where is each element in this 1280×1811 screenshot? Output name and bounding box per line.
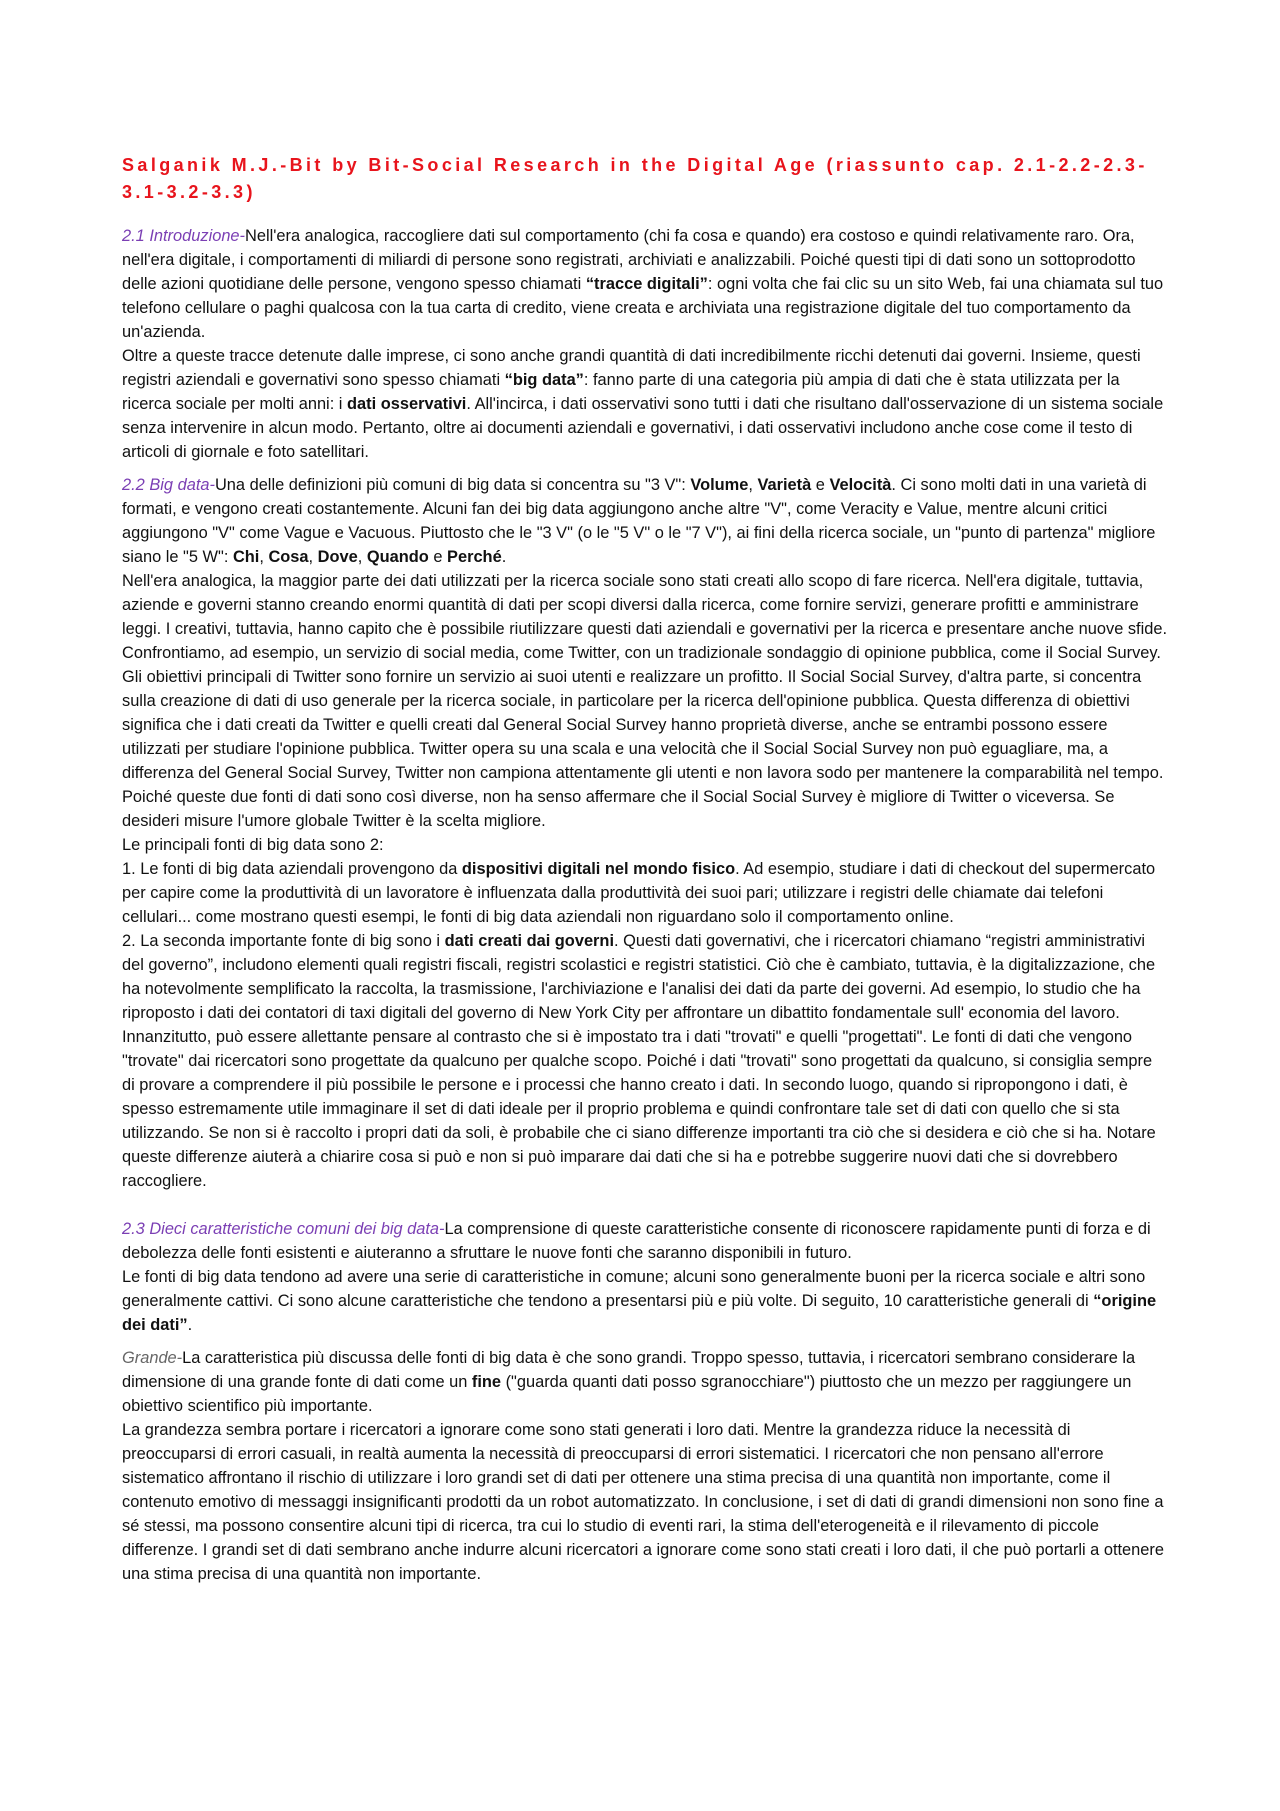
text: ("guarda quanti dati posso sgranocchiare") piuttosto che un mezzo per raggiungere un obiettivo scientifico più importante. <box>122 1373 1132 1415</box>
text: Nell'era analogica, raccogliere dati sul comportamento (chi fa cosa e quando) era costoso e quindi relativamente raro. Ora, nell'era digitale, i comportamenti di miliardi di persone sono registrati, archiviati e analizzabili. Poiché questi tipi di dati sono un sottoprodotto delle azioni quotidiane delle persone, vengono spesso chiamati <box>122 227 1136 293</box>
paragraph: Le principali fonti di big data sono 2: <box>122 836 384 854</box>
bold-term: “origine dei dati” <box>122 1292 1157 1334</box>
text: . Ad esempio, studiare i dati di checkout del supermercato per capire come la produttività di un lavoratore è influenzata dalla produttività dei suoi pari; utilizzare i registri delle chiamate dai telefoni cellulari... come mostrano questi esempi, le fonti di big data aziendali non riguardano solo il comportamento online. <box>122 860 1156 926</box>
bold-term: Varietà <box>757 476 812 494</box>
bold-term: Volume <box>690 476 749 494</box>
section-2-2 <box>122 473 1168 1193</box>
bold-term: dati osservativi <box>347 395 467 413</box>
bold-term: “tracce digitali” <box>585 275 708 293</box>
text: , <box>259 548 269 566</box>
text: , <box>357 548 367 566</box>
paragraph: Nell'era analogica, la maggior parte dei dati utilizzati per la ricerca sociale sono stati creati allo scopo di fare ricerca. Nell'era digitale, tuttavia, aziende e governi stanno creando enormi quantità di dati per scopi diversi dalla ricerca, come fornire servizi, generare profitti e amministrare leggi. I creativi, tuttavia, hanno capito che è possibile riutilizzare questi dati aziendali e governativi per la ricerca e presentare anche nuove sfide. <box>122 572 1168 638</box>
document-title: Salganik M.J.-Bit by Bit-Social Research in the Digital Age (riassunto cap. 2.1-2.2-2.3-3.1-3.2-3.3) <box>122 155 1148 202</box>
paragraph <box>122 344 1168 464</box>
text: La caratteristica più discussa delle fonti di big data è che sono grandi. Troppo spesso, tuttavia, i ricercatori sembrano considerare la dimensione di una grande fonte di dati come un <box>122 1349 1136 1391</box>
text: Le fonti di big data tendono ad avere una serie di caratteristiche in comune; alcuni sono generalmente buoni per la ricerca sociale e altri sono generalmente cattivi. Ci sono alcune caratteristiche che tendono a presentarsi più e più volte. Di seguito, 10 caratteristiche generali di <box>122 1268 1146 1310</box>
text: e <box>428 548 448 566</box>
bold-term: Velocità <box>829 476 892 494</box>
paragraph <box>122 224 1168 344</box>
text: . Ci sono molti dati in una varietà di formati, e vengono creati costantemente. Alcuni fan dei big data aggiungono anche altre "V", come Veracity e Value, mentre alcuni critici aggiungono "V" come Vague e Vacuous. Piuttosto che le "3 V" (o le "5 V" o le "7 V"), ai fini della ricerca sociale, un "punto di partenza" migliore siano le "5 W": <box>122 476 1156 566</box>
list-item <box>122 929 1168 1193</box>
section-heading: 2.3 Dieci caratteristiche comuni dei big data- <box>122 1220 445 1238</box>
bold-term: Perché <box>447 548 502 566</box>
text: . All'incirca, i dati osservativi sono tutti i dati che risultano dall'osservazione di un sistema sociale senza intervenire in alcun modo. Pertanto, oltre ai documenti aziendali e governativi, i dati osservativi includono anche cose come il testo di articoli di giornale e foto satellitari. <box>122 395 1164 461</box>
text: La comprensione di queste caratteristiche consente di riconoscere rapidamente punti di forza e di debolezza delle fonti esistenti e aiuteranno a sfruttare le nuove fonti che saranno disponibili in futuro. <box>122 1220 1151 1262</box>
text: . <box>187 1316 193 1334</box>
bold-term: “big data” <box>504 371 584 389</box>
section-heading: 2.2 Big data- <box>122 476 215 494</box>
text: e <box>811 476 830 494</box>
bold-term: Dove <box>317 548 358 566</box>
text: . Questi dati governativi, che i ricercatori chiamano “registri amministrativi del governo”, includono elementi quali registri fiscali, registri scolastici e registri statistici. Ciò che è cambiato, tuttavia, è la digitalizzazione, che ha notevolmente semplificato la raccolta, la trasmissione, l'archiviazione e l'analisi dei dati da parte dei governi. Ad esempio, lo studio che ha riproposto i dati dei contatori di taxi digitali del governo di New York City per affrontare un dibattito fondamentale sull' economia del lavoro. Innanzitutto, può essere allettante pensare al contrasto che si è impostato tra i dati "trovati" e quelli "progettati". Le fonti di dati che vengono "trovate" dai ricercatori sono progettate da qualcuno per qualche scopo. Poiché i dati "trovati" sono progettati da qualcuno, si consiglia sempre di provare a comprendere il più possibile le persone e i processi che hanno creato i dati. In secondo luogo, quando si ripropongono i dati, è spesso estremamente utile immaginare il set di dati ideale per il proprio problema e quindi confrontare tale set di dati con quello che si sta utilizzando. Se non si è raccolto i propri dati da soli, è probabile che ci siano differenze importanti tra ciò che si desidera e ciò che si ha. Notare queste differenze aiuterà a chiarire cosa si può e non si può imparare dai dati che si ha e potrebbe suggerire nuovi dati che si dovrebbero raccogliere. <box>122 932 1156 1190</box>
bold-term: dati creati dai governi <box>444 932 614 950</box>
bold-term: fine <box>471 1373 502 1391</box>
list-item <box>122 857 1168 929</box>
bold-term: Chi <box>232 548 260 566</box>
bold-term: dispositivi digitali nel mondo fisico <box>461 860 736 878</box>
text: : fanno parte di una categoria più ampia di dati che è stata utilizzata per la ricerca sociale per molti anni: i <box>122 371 1120 413</box>
paragraph <box>122 1265 1168 1337</box>
section-2-3 <box>122 1217 1168 1337</box>
paragraph <box>122 1346 1168 1418</box>
section-heading: Grande- <box>122 1349 183 1367</box>
text: , <box>308 548 318 566</box>
section-grande <box>122 1346 1168 1586</box>
document-page <box>122 152 1168 1586</box>
text: : ogni volta che fai clic su un sito Web, fai una chiamata sul tuo telefono cellulare o paghi qualcosa con la tua carta di credito, viene creata e archiviata una registrazione digitale del tuo comportamento da un'azienda. <box>122 275 1164 341</box>
text: , <box>748 476 758 494</box>
section-heading: 2.1 Introduzione- <box>122 227 246 245</box>
bold-term: Cosa <box>268 548 309 566</box>
text: . <box>501 548 507 566</box>
paragraph <box>122 473 1168 569</box>
paragraph: La grandezza sembra portare i ricercatori a ignorare come sono stati generati i loro dati. Mentre la grandezza riduce la necessità di preoccuparsi di errori casuali, in realtà aumenta la necessità di preoccuparsi di errori sistematici. I ricercatori che non pensano all'errore sistematico affrontano il rischio di utilizzare i loro grandi set di dati per ottenere una stima precisa di una quantità non importante, come il contenuto emotivo di messaggi insignificanti prodotti da un robot automatizzato. In conclusione, i set di dati di grandi dimensioni non sono fine a sé stessi, ma possono consentire alcuni tipi di ricerca, tra cui lo studio di eventi rari, la stima dell'eterogeneità e il rilevamento di piccole differenze. I grandi set di dati sembrano anche indurre alcuni ricercatori a ignorare come sono stati creati i loro dati, il che può portarli a ottenere una stima precisa di una quantità non importante. <box>122 1421 1164 1583</box>
text: Oltre a queste tracce detenute dalle imprese, ci sono anche grandi quantità di dati incredibilmente ricchi detenuti dai governi. Insieme, questi registri aziendali e governativi sono spesso chiamati <box>122 347 1141 389</box>
text: Una delle definizioni più comuni di big data si concentra su "3 V": <box>214 476 691 494</box>
paragraph: Confrontiamo, ad esempio, un servizio di social media, come Twitter, con un tradizionale sondaggio di opinione pubblica, come il Social Survey. Gli obiettivi principali di Twitter sono fornire un servizio ai suoi utenti e realizzare un profitto. Il Social Social Survey, d'altra parte, si concentra sulla creazione di dati di uso generale per la ricerca sociale, in particolare per la ricerca dell'opinione pubblica. Questa differenza di obiettivi significa che i dati creati da Twitter e quelli creati dal General Social Survey hanno proprietà diverse, anche se entrambi possono essere utilizzati per studiare l'opinione pubblica. Twitter opera su una scala e una velocità che il Social Social Survey non può eguagliare, ma, a differenza del General Social Survey, Twitter non campiona attentamente gli utenti e non lavora sodo per mantenere la comparabilità nel tempo. Poiché queste due fonti di dati sono così diverse, non ha senso affermare che il Social Social Survey è migliore di Twitter o viceversa. Se desideri misure l'umore globale Twitter è la scelta migliore. <box>122 644 1164 830</box>
text: 1. Le fonti di big data aziendali provengono da <box>122 860 462 878</box>
paragraph <box>122 1217 1168 1265</box>
section-2-1 <box>122 224 1168 464</box>
bold-term: Quando <box>366 548 429 566</box>
text: 2. La seconda importante fonte di big sono i <box>122 932 445 950</box>
